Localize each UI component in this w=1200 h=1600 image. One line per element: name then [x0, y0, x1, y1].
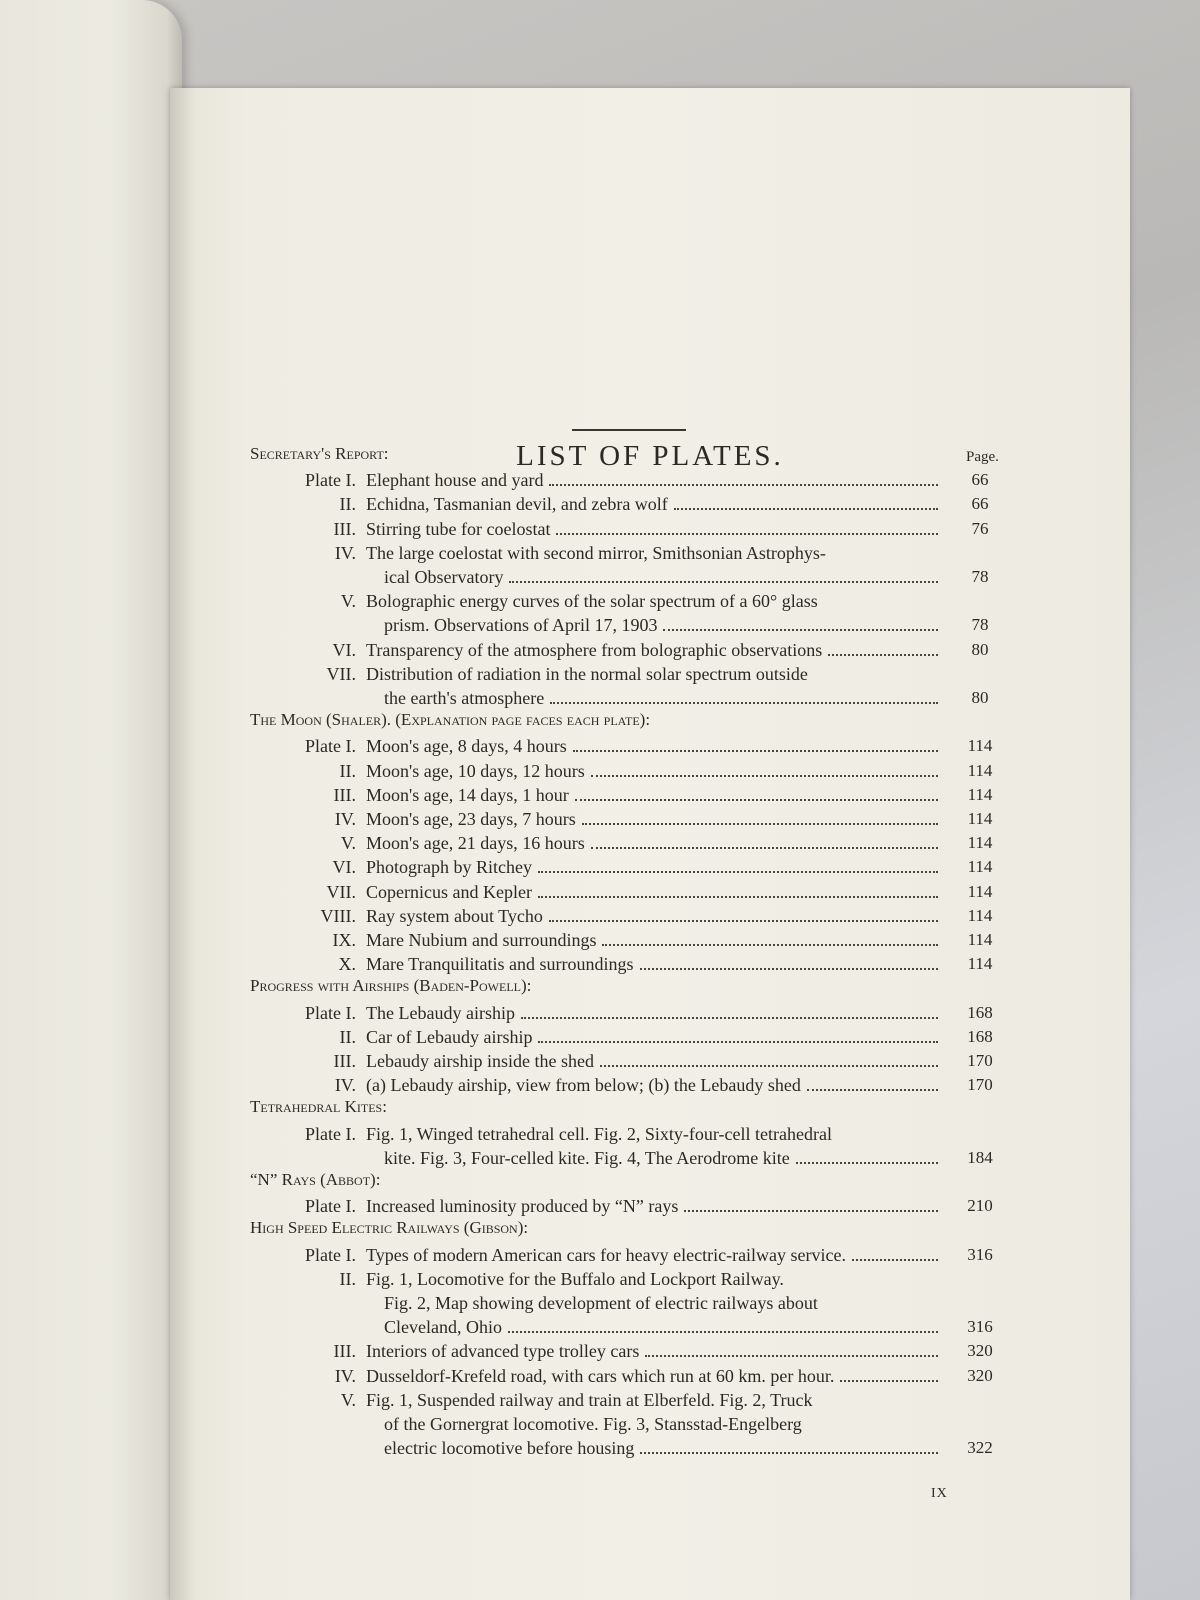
plate-number: III.	[333, 1341, 356, 1362]
page-number: 66	[971, 494, 989, 514]
plate-entry	[170, 952, 1070, 976]
page-number: 320	[967, 1365, 993, 1385]
plate-entry	[170, 1339, 1070, 1363]
page-folio: IX	[931, 1486, 948, 1501]
plate-number: Plate I.	[305, 736, 356, 757]
page-number: 66	[971, 470, 989, 490]
plate-description: ical Observatory	[384, 566, 504, 587]
plate-number: IV.	[334, 809, 356, 829]
plate-description: The Lebaudy airship	[366, 1002, 515, 1023]
page-number: 316	[967, 1244, 993, 1264]
plate-description: of the Gornergrat locomotive. Fig. 3, Stansstad-Engelberg	[384, 1413, 802, 1434]
plate-description: Interiors of advanced type trolley cars	[366, 1341, 640, 1362]
plate-entry	[170, 1025, 1070, 1049]
dot-leader	[575, 799, 938, 801]
section-heading: High Speed Electric Railways (Gibson):	[250, 1218, 529, 1238]
plate-entry	[170, 783, 1070, 807]
plate-description: Mare Tranquilitatis and surroundings	[366, 954, 634, 975]
plate-entry	[170, 1364, 1070, 1388]
dot-leader	[591, 775, 938, 777]
plate-description: (a) Lebaudy airship, view from below; (b) the Lebaudy shed	[366, 1075, 801, 1096]
plate-number: VI.	[332, 857, 356, 878]
plate-description: Photograph by Ritchey	[366, 857, 532, 878]
plate-description: Moon's age, 14 days, 1 hour	[366, 784, 569, 805]
plate-description: Transparency of the atmosphere from bolographic observations	[366, 639, 823, 660]
dot-leader	[663, 629, 938, 631]
page-number: 114	[967, 736, 993, 756]
plate-entry	[170, 831, 1070, 855]
dot-leader	[538, 896, 938, 898]
plate-number: IV.	[334, 1365, 356, 1386]
plate-number: VII.	[326, 663, 356, 684]
plate-entry	[170, 855, 1070, 879]
plate-entry	[170, 1122, 1070, 1170]
dot-leader	[645, 1355, 938, 1357]
dot-leader	[807, 1089, 938, 1091]
left-page	[0, 0, 182, 1600]
plate-number: III.	[333, 784, 356, 805]
dot-leader	[509, 581, 938, 583]
plate-number: II.	[339, 494, 356, 515]
page-number: 80	[971, 687, 989, 707]
dot-leader	[600, 1065, 938, 1067]
plate-number: III.	[333, 518, 356, 539]
plate-entry	[170, 880, 1070, 904]
plate-number: II.	[339, 760, 356, 781]
page-number: 170	[967, 1075, 993, 1095]
plate-description: Lebaudy airship inside the shed	[366, 1051, 594, 1071]
plate-number: X.	[338, 954, 356, 975]
page-number: 114	[967, 930, 993, 949]
section-heading: Secretary's Report:	[250, 444, 389, 463]
plate-entry	[170, 807, 1070, 831]
plate-number: V.	[340, 591, 356, 612]
section-heading: The Moon (Shaler). (Explanation page faces each plate):	[250, 710, 651, 730]
plate-description: Mare Nubium and surroundings	[366, 930, 597, 950]
plate-description: Elephant house and yard	[366, 470, 544, 491]
plate-entry	[170, 1388, 1070, 1461]
plate-number: II.	[339, 1026, 356, 1047]
plate-description: Fig. 1, Suspended railway and train at Elberfeld. Fig. 2, Truck	[366, 1389, 813, 1410]
plate-entry	[170, 468, 1070, 492]
page-number: 170	[967, 1051, 993, 1070]
dot-leader	[640, 968, 939, 970]
dot-leader	[840, 1380, 938, 1382]
plate-entry	[170, 492, 1070, 516]
plate-entry	[170, 904, 1070, 928]
plate-number: V.	[340, 1389, 356, 1410]
page-title: LIST OF PLATES.	[516, 440, 784, 472]
plate-description: Stirring tube for coelostat	[366, 518, 551, 539]
plate-number: Plate I.	[305, 1244, 356, 1265]
page-number: 80	[971, 639, 989, 659]
page-number: 316	[967, 1317, 993, 1337]
dot-leader	[852, 1259, 938, 1261]
section-heading: “N” Rays (Abbot):	[250, 1170, 381, 1189]
page-gutter-shadow	[170, 88, 196, 1600]
plate-entry	[170, 1073, 1070, 1097]
title-rule	[572, 429, 686, 431]
page-number: 114	[967, 833, 993, 853]
page-number: 114	[967, 954, 993, 974]
plate-entry	[170, 1243, 1070, 1267]
dot-leader	[684, 1210, 938, 1212]
page-number: 114	[967, 784, 993, 804]
page-number: 114	[967, 881, 993, 901]
plate-description: Distribution of radiation in the normal solar spectrum outside	[366, 663, 808, 684]
plate-number: VII.	[326, 881, 356, 902]
plate-description: Dusseldorf-Krefeld road, with cars which run at 60 km. per hour.	[366, 1365, 835, 1386]
plate-entry	[170, 589, 1070, 637]
plate-entry	[170, 928, 1070, 952]
plate-description: kite. Fig. 3, Four-celled kite. Fig. 4, The Aerodrome kite	[384, 1147, 790, 1168]
plate-description: Bolographic energy curves of the solar spectrum of a 60° glass	[366, 591, 818, 612]
dot-leader	[828, 654, 938, 656]
plate-number: IV.	[334, 542, 356, 563]
dot-leader	[674, 508, 938, 510]
plate-description: prism. Observations of April 17, 1903	[384, 615, 658, 636]
plate-number: III.	[333, 1051, 356, 1071]
plate-entry	[170, 1049, 1070, 1073]
dot-leader	[508, 1331, 938, 1333]
plate-number: IX.	[332, 930, 356, 950]
plate-description: Copernicus and Kepler	[366, 881, 532, 902]
plate-description: The large coelostat with second mirror, Smithsonian Astrophys-	[366, 542, 826, 563]
dot-leader	[521, 1017, 938, 1019]
plate-entry	[170, 1267, 1070, 1340]
plate-entry	[170, 662, 1070, 710]
page-number: 114	[967, 760, 993, 780]
dot-leader	[640, 1452, 938, 1454]
plate-description: Echidna, Tasmanian devil, and zebra wolf	[366, 494, 668, 515]
plate-entry	[170, 734, 1070, 758]
page-number: 114	[967, 809, 993, 828]
page-column-heading: Page.	[966, 449, 999, 465]
dot-leader	[549, 484, 938, 486]
plate-description: electric locomotive before housing	[384, 1438, 635, 1459]
page-number: 78	[971, 615, 989, 635]
plate-entry	[170, 541, 1070, 589]
plate-number: Plate I.	[305, 1002, 356, 1023]
book-page	[170, 88, 1130, 1600]
plate-entry	[170, 759, 1070, 783]
plate-description: Moon's age, 21 days, 16 hours	[366, 833, 585, 854]
plate-description: Fig. 1, Winged tetrahedral cell. Fig. 2, Sixty-four-cell tetrahedral	[366, 1123, 832, 1144]
dot-leader	[591, 847, 938, 849]
plate-description: Types of modern American cars for heavy electric-railway service.	[366, 1244, 847, 1265]
page-number: 322	[967, 1438, 993, 1458]
plate-description: Moon's age, 8 days, 4 hours	[366, 736, 567, 757]
page-number: 168	[967, 1026, 993, 1046]
dot-leader	[549, 920, 938, 922]
dot-leader	[538, 1041, 938, 1043]
dot-leader	[582, 823, 938, 825]
dot-leader	[556, 533, 938, 535]
page-number: 210	[967, 1196, 993, 1216]
plate-number: VIII.	[320, 905, 356, 926]
page-number: 320	[967, 1341, 993, 1361]
section-heading: Progress with Airships (Baden-Powell):	[250, 976, 532, 996]
plate-description: Moon's age, 10 days, 12 hours	[366, 760, 585, 781]
plate-number: Plate I.	[305, 470, 356, 491]
plate-number: Plate I.	[305, 1123, 356, 1144]
page-number: 168	[967, 1002, 993, 1022]
plate-description: Ray system about Tycho	[366, 905, 543, 926]
section-heading: Tetrahedral Kites:	[250, 1097, 387, 1117]
plate-description: Cleveland, Ohio	[384, 1317, 502, 1338]
plate-description: Car of Lebaudy airship	[366, 1026, 533, 1047]
plate-entry	[170, 1194, 1070, 1218]
page-number: 184	[967, 1147, 993, 1167]
dot-leader	[602, 944, 938, 946]
page-number: 114	[967, 905, 993, 925]
dot-leader	[550, 702, 938, 704]
plate-entry	[170, 638, 1070, 662]
plate-description: Fig. 1, Locomotive for the Buffalo and Lockport Railway.	[366, 1268, 784, 1289]
plate-number: Plate I.	[305, 1196, 356, 1217]
plate-description: Moon's age, 23 days, 7 hours	[366, 809, 576, 829]
plate-description: the earth's atmosphere	[384, 687, 545, 708]
page-number: 78	[971, 566, 989, 586]
dot-leader	[538, 871, 938, 873]
page-number: 76	[971, 518, 989, 538]
dot-leader	[796, 1162, 938, 1164]
plate-number: V.	[340, 833, 356, 854]
plate-number: IV.	[334, 1075, 356, 1096]
plate-entry	[170, 517, 1070, 541]
plate-description: Fig. 2, Map showing development of electric railways about	[384, 1292, 818, 1313]
plate-number: II.	[339, 1268, 356, 1289]
plate-entry	[170, 1001, 1070, 1025]
dot-leader	[573, 750, 938, 752]
plate-description: Increased luminosity produced by “N” rays	[366, 1196, 679, 1217]
plate-number: VI.	[332, 639, 356, 660]
page-number: 114	[967, 857, 993, 877]
